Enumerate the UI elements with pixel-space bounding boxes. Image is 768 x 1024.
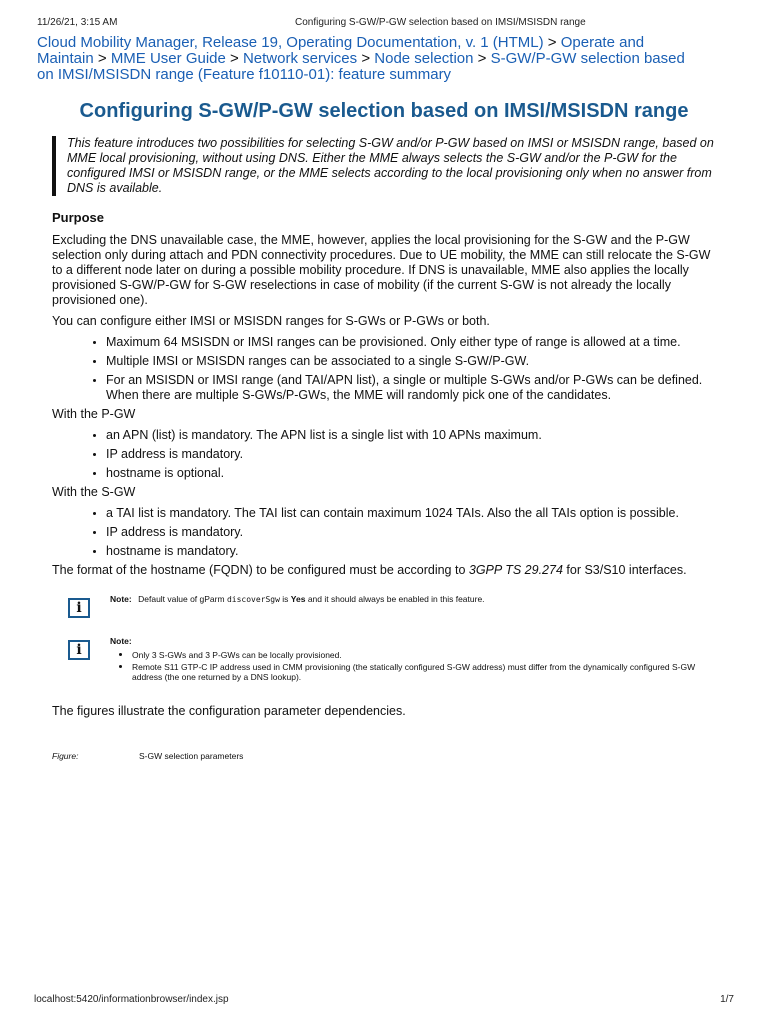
main-content	[52, 210, 712, 764]
print-header	[37, 17, 731, 31]
page-number: 1/7	[720, 994, 734, 1005]
note-text-before: Default value of gParm	[138, 594, 227, 604]
breadcrumb	[37, 35, 697, 83]
fqdn-spec-reference: 3GPP TS 29.274	[468, 563, 563, 577]
sgw-intro: With the S-GW	[52, 485, 136, 499]
print-datetime: 11/26/21, 3:15 AM	[37, 17, 118, 28]
note-provisioning-limits	[68, 636, 712, 682]
purpose-heading: Purpose	[52, 210, 105, 225]
note-label: Note:	[110, 594, 132, 604]
ranges-intro: You can configure either IMSI or MSISDN ranges for S-GWs or P-GWs or both.	[52, 314, 490, 328]
print-url: localhost:5420/informationbrowser/index.jsp	[34, 994, 229, 1005]
note-text	[110, 636, 712, 682]
breadcrumb-separator: >	[361, 50, 375, 67]
fqdn-paragraph	[52, 563, 712, 578]
info-icon: i	[68, 640, 90, 660]
figure-title: S-GW selection parameters	[139, 751, 244, 761]
fqdn-text-after: for S3/S10 interfaces.	[562, 563, 687, 577]
breadcrumb-link-mme-user-guide[interactable]: MME User Guide	[110, 50, 226, 67]
fqdn-text-before: The format of the hostname (FQDN) to be configured must be according to	[52, 563, 469, 577]
ranges-list	[52, 335, 712, 403]
list-item: • Only 3 S-GWs and 3 P-GWs can be locally provisioned.	[132, 650, 712, 660]
breadcrumb-link-cmm-docs[interactable]: Cloud Mobility Manager, Release 19, Operating Documentation, v. 1 (HTML)	[37, 34, 544, 51]
note-label: Note:	[110, 636, 132, 646]
breadcrumb-link-feature-summary[interactable]: S-GW/P-GW selection based on IMSI/MSISDN range (Feature f10110-01): feature summary	[37, 50, 685, 83]
breadcrumb-separator: >	[547, 34, 561, 51]
note-list	[110, 650, 712, 682]
breadcrumb-separator: >	[230, 50, 243, 67]
purpose-paragraph: Excluding the DNS unavailable case, the MME, however, applies the local provisioning for the S-GW and the P-GW selection only during attach and PDN connectivity procedures. Due to UE mobility, the MME can still relocate the S-GW to a different node later on during a possible mobility procedure. If DNS is unavailable, MME also applies the locally provisioned S-GW/P-GW for S-GW reselections in case of mobility (if the current S-GW is not already the locally provisioned one).	[52, 233, 711, 307]
list-item: • Maximum 64 MSISDN or IMSI ranges can be provisioned. Only either type of range is allowed at a time.	[106, 335, 712, 350]
list-item: • IP address is mandatory.	[106, 447, 712, 462]
breadcrumb-link-operate-maintain[interactable]: Operate and Maintain	[37, 34, 645, 67]
list-item: • hostname is mandatory.	[106, 544, 712, 559]
list-item: • an APN (list) is mandatory. The APN list is a single list with 10 APNs maximum.	[106, 428, 712, 443]
breadcrumb-separator: >	[477, 50, 491, 67]
list-item: • hostname is optional.	[106, 466, 712, 481]
note-value: Yes	[290, 594, 306, 604]
note-text	[110, 594, 712, 605]
breadcrumb-link-network-services[interactable]: Network services	[242, 50, 358, 67]
breadcrumb-separator: >	[97, 50, 111, 67]
note-text-mid: is	[279, 594, 291, 604]
figure-label: Figure:	[52, 751, 79, 761]
page-title: Configuring S-GW/P-GW selection based on IMSI/MSISDN range	[79, 100, 689, 122]
sgw-list	[52, 506, 712, 559]
figure-caption	[52, 749, 712, 764]
print-page-title: Configuring S-GW/P-GW selection based on IMSI/MSISDN range	[295, 17, 586, 28]
breadcrumb-link-node-selection[interactable]: Node selection	[374, 50, 474, 67]
abstract: This feature introduces two possibilities for selecting S-GW and/or P-GW based on IMSI or MSISDN range, based on MME local provisioning, without using DNS. Either the MME always selects the S-GW and/or the P-GW for the configured IMSI or MSISDN range, or the MME selects according to the local provisioning only when no answer from DNS is available.	[52, 136, 717, 196]
note-default-discover-sgw	[68, 594, 712, 620]
list-item: • For an MSISDN or IMSI range (and TAI/APN list), a single or multiple S-GWs and/or P-GWs can be defined. When there are multiple S-GWs/P-GWs, the MME will randomly pick one of the candidates.	[106, 373, 712, 403]
note-param: discoverSgw	[226, 595, 280, 604]
info-icon: i	[68, 598, 90, 618]
list-item: • Multiple IMSI or MSISDN ranges can be associated to a single S-GW/P-GW.	[106, 354, 712, 369]
list-item: • IP address is mandatory.	[106, 525, 712, 540]
pgw-intro: With the P-GW	[52, 407, 136, 421]
list-item: • Remote S11 GTP-C IP address used in CMM provisioning (the statically configured S-GW address) must differ from the dynamically configured S-GW address (the one returned by a DNS lookup).	[132, 662, 712, 682]
pgw-list	[52, 428, 712, 481]
note-text-after: and it should always be enabled in this feature.	[305, 594, 485, 604]
list-item: • a TAI list is mandatory. The TAI list can contain maximum 1024 TAIs. Also the all TAIs option is possible.	[106, 506, 712, 521]
figures-intro: The figures illustrate the configuration parameter dependencies.	[52, 704, 406, 718]
